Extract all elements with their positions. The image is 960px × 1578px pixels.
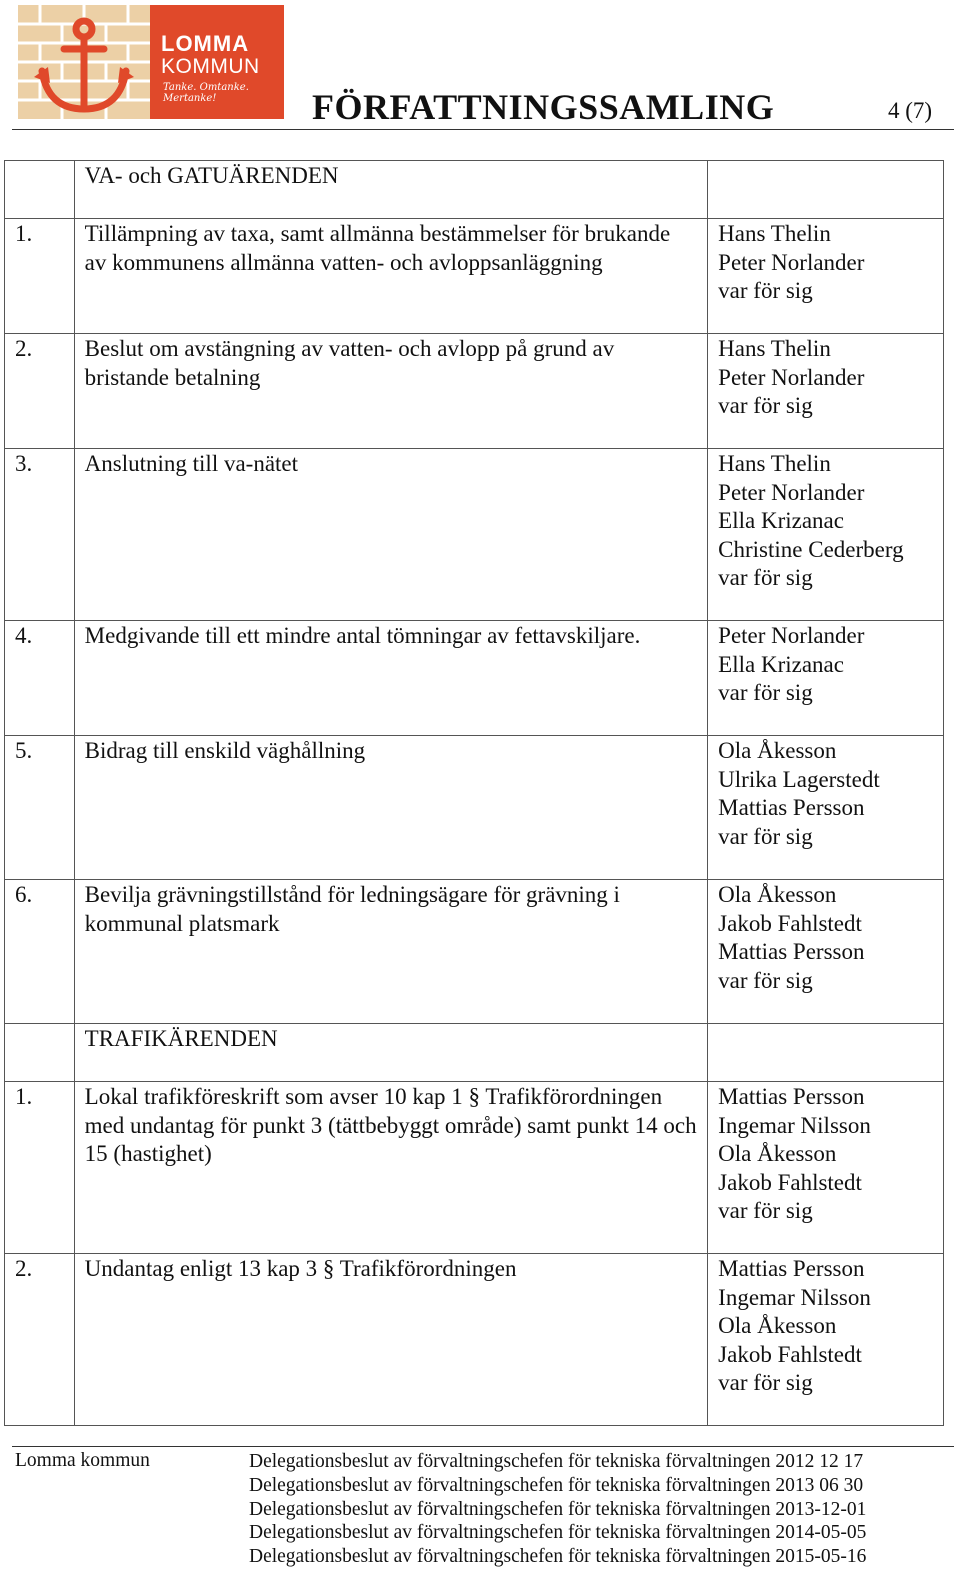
footer-decision-line: Delegationsbeslut av förvaltningschefen för tekniska förvaltningen 2012 12 17 xyxy=(249,1451,864,1472)
delegate-name: Hans Thelin xyxy=(718,336,831,361)
item-description: Lokal trafikföreskrift som avser 10 kap 1 § Trafikförordningen med undantag för punkt 3 (tättbebyggt område) samt punkt 14 och 15 (hastighet) xyxy=(74,1082,708,1254)
section-delegate-cell xyxy=(708,161,944,219)
section-number-cell xyxy=(5,161,75,219)
footer-decision-list xyxy=(249,1450,866,1569)
delegate-name: Ella Krizanac xyxy=(718,508,844,534)
delegate-name: Hans Thelin xyxy=(718,451,831,476)
item-description: Anslutning till va-nätet xyxy=(74,449,708,621)
item-delegates xyxy=(708,334,944,449)
delegate-name: Peter Norlander xyxy=(718,249,865,275)
item-description: Bevilja grävningstillstånd för ledningsägare för grävning i kommunal platsmark xyxy=(74,880,708,1024)
delegate-name: Mattias Persson xyxy=(718,1256,865,1281)
delegate-name: Ingemar Nilsson xyxy=(718,1284,871,1310)
page-number: 4 (7) xyxy=(888,98,933,123)
delegate-name: Mattias Persson xyxy=(718,795,865,821)
item-delegates xyxy=(708,219,944,334)
delegate-name: var för sig xyxy=(718,278,813,304)
delegate-name: var för sig xyxy=(718,565,813,591)
item-number: 3. xyxy=(5,449,75,621)
section-heading: VA- och GATUÄRENDEN xyxy=(74,161,708,219)
page-title: FÖRFATTNINGSSAMLING xyxy=(312,87,775,127)
delegate-name: var för sig xyxy=(718,680,813,706)
logo-subword: KOMMUN xyxy=(161,55,260,78)
delegate-name: var för sig xyxy=(718,823,813,849)
delegate-name: Jakob Fahlstedt xyxy=(718,910,862,936)
delegate-name: Ola Åkesson xyxy=(718,738,837,763)
table-row xyxy=(5,621,944,736)
delegate-name: Peter Norlander xyxy=(718,479,865,505)
footer-decision-line: Delegationsbeslut av förvaltningschefen för tekniska förvaltningen 2014-05-05 xyxy=(249,1522,867,1544)
delegate-name: Jakob Fahlstedt xyxy=(718,1169,862,1195)
section-heading-row xyxy=(5,1024,944,1082)
table-row xyxy=(5,880,944,1024)
item-number: 4. xyxy=(5,621,75,736)
footer-divider xyxy=(12,1446,954,1447)
delegate-name: Ella Krizanac xyxy=(718,651,844,677)
table-row xyxy=(5,219,944,334)
footer-decision-line: Delegationsbeslut av förvaltningschefen för tekniska förvaltningen 2015-05-16 xyxy=(249,1546,867,1568)
delegate-name: Ola Åkesson xyxy=(718,1313,837,1339)
footer-decision-line: Delegationsbeslut av förvaltningschefen för tekniska förvaltningen 2013 06 30 xyxy=(249,1474,864,1496)
delegate-name: Ola Åkesson xyxy=(718,882,837,907)
table-row xyxy=(5,334,944,449)
item-delegates xyxy=(708,1082,944,1254)
delegate-name: Mattias Persson xyxy=(718,939,865,965)
delegate-name: Ulrika Lagerstedt xyxy=(718,766,880,792)
item-description: Tillämpning av taxa, samt allmänna bestämmelser för brukande av kommunens allmänna vatten- och avloppsanläggning xyxy=(74,219,708,334)
delegate-name: var för sig xyxy=(718,967,813,993)
delegate-name: Hans Thelin xyxy=(718,221,831,246)
header-divider xyxy=(12,129,954,130)
item-delegates xyxy=(708,1254,944,1426)
table-row xyxy=(5,449,944,621)
lomma-kommun-logo xyxy=(18,5,284,119)
item-delegates xyxy=(708,621,944,736)
delegate-name: var för sig xyxy=(718,1370,813,1396)
logo-tagline: Tanke. Omtanke. Mertanke! xyxy=(163,82,249,104)
table-row xyxy=(5,1254,944,1426)
item-description: Medgivande till ett mindre antal tömningar av fettavskiljare. xyxy=(74,621,708,736)
section-number-cell xyxy=(5,1024,75,1082)
anchor-icon xyxy=(18,5,150,119)
table-row xyxy=(5,736,944,880)
item-description: Beslut om avstängning av vatten- och avlopp på grund av bristande betalning xyxy=(74,334,708,449)
delegation-table xyxy=(4,160,944,1426)
logo-wordmark: LOMMA xyxy=(161,31,250,56)
footer-organization: Lomma kommun xyxy=(15,1450,150,1471)
item-number: 5. xyxy=(5,736,75,880)
table-row xyxy=(5,1082,944,1254)
delegate-name: Jakob Fahlstedt xyxy=(718,1341,862,1367)
item-number: 6. xyxy=(5,880,75,1024)
delegate-name: Ingemar Nilsson xyxy=(718,1112,871,1138)
delegate-name: Peter Norlander xyxy=(718,623,865,648)
item-number: 2. xyxy=(5,334,75,449)
item-description: Bidrag till enskild väghållning xyxy=(74,736,708,880)
delegate-name: Mattias Persson xyxy=(718,1084,865,1109)
item-delegates xyxy=(708,449,944,621)
item-delegates xyxy=(708,736,944,880)
delegate-name: var för sig xyxy=(718,393,813,419)
item-description: Undantag enligt 13 kap 3 § Trafikförordningen xyxy=(74,1254,708,1426)
section-delegate-cell xyxy=(708,1024,944,1082)
item-number: 1. xyxy=(5,219,75,334)
section-heading: TRAFIKÄRENDEN xyxy=(74,1024,708,1082)
footer-decision-line: Delegationsbeslut av förvaltningschefen för tekniska förvaltningen 2013-12-01 xyxy=(249,1498,867,1520)
item-delegates xyxy=(708,880,944,1024)
delegate-name: Peter Norlander xyxy=(718,364,865,390)
item-number: 1. xyxy=(5,1082,75,1254)
delegate-name: var för sig xyxy=(718,1198,813,1224)
item-number: 2. xyxy=(5,1254,75,1426)
delegate-name: Ola Åkesson xyxy=(718,1141,837,1167)
delegate-name: Christine Cederberg xyxy=(718,536,904,562)
logo-brick-wall xyxy=(18,5,150,119)
section-heading-row xyxy=(5,161,944,219)
